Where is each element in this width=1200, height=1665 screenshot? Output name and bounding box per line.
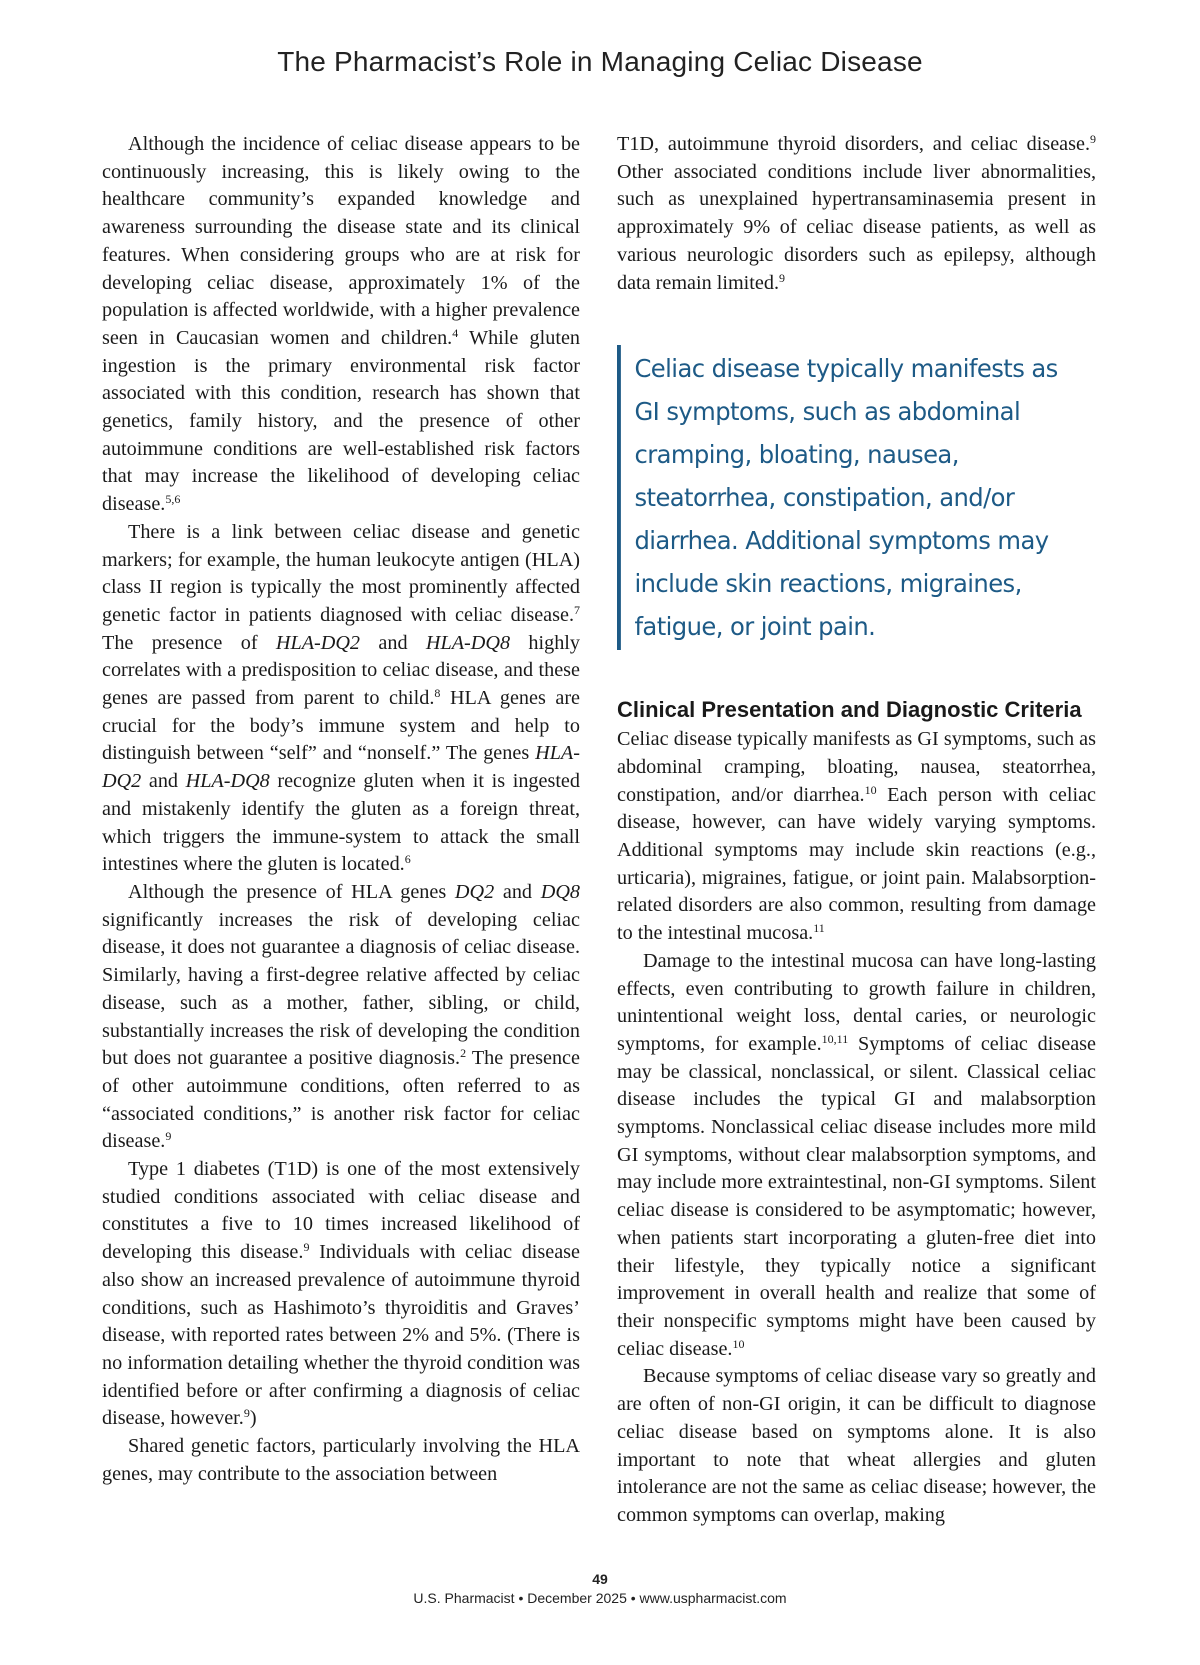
paragraph: T1D, autoimmune thyroid disorders, and celiac disease.$^9$ Other associated conditions include liver abnormalities, such as unexplained hypertransaminasemia present in approximately 9% of celiac disease patients, as well as various neurologic disorders such as epilepsy, although data remain limited.$^9$ [617,132,1096,294]
paragraph: Celiac disease typically manifests as GI symptoms, such as abdominal cramping, bloating, nausea, steatorrhea, constipation, and/or diarrhea.$^{10}$ Each person with celiac disease, however, can have widely varying symptoms. Additional symptoms may include skin reactions (e.g., urticaria), migraines, fatigue, or joint pain. Malabsorption-related disorders are also common, resulting from damage to the intestinal mucosa.$^{11}$ [617,728,1096,945]
gene-name: HLA-DQ8 [185,770,270,793]
citation: 7 [574,602,580,617]
citation: 6 [404,852,411,867]
gene-name: DQ8 [540,880,580,903]
citation: 10,11 [821,1031,849,1046]
right-column [617,131,1096,1530]
paragraph: Shared genetic factors, particularly involving the HLA genes, may contribute to the association between [102,1435,580,1485]
publication-footer: U.S. Pharmacist • December 2025 • www.uspharmacist.com [413,1590,787,1606]
citation: 9 [303,1240,310,1255]
pull-quote: Celiac disease typically manifests as GI symptoms, such as abdominal cramping, bloating, nausea, steatorrhea, constipation, and/or diarrhea. Additional symptoms may include skin reactions, migraines, fatigue, or joint pain. [617,345,1082,650]
gene-name: HLA-DQ2 [275,631,361,654]
citation: 11 [813,921,825,936]
paragraph: There is a link between celiac disease and genetic markers; for example, the human leukocyte antigen (HLA) class II region is typically the most prominently affected genetic factor in patients diagnosed with celiac disease.$^7$ The presence of HLA-DQ2 and HLA-DQ8 highly correlates with a predisposition to celiac disease, and these genes are passed from parent to child.$^8$ HLA genes are crucial for the body’s immune system and help to distinguish between “self” and “nonself.” The genes HLA-DQ2 and HLA-DQ8 recognize gluten when it is ingested and mistakenly identify the gluten as a foreign threat, which triggers the immune-system to attack the small intestines where the gluten is located.$^6$ [102,520,581,876]
citation: 5,6 [165,492,181,507]
paragraph: Type 1 diabetes (T1D) is one of the most extensively studied conditions associated with celiac disease and constitutes a five to 10 times increased likelihood of developing this disease.$^9$ Individuals with celiac disease also show an increased prevalence of autoimmune thyroid conditions, such as Hashimoto’s thyroiditis and Graves’ disease, with reported rates between 2% and 5%. (There is no information detailing whether the thyroid condition was identified before or after confirming a diagnosis of celiac disease, however.$^9$) [102,1158,580,1430]
citation: 9 [779,270,786,285]
paragraph: Damage to the intestinal mucosa can have long-lasting effects, even contributing to growth failure in children, unintentional weight loss, dental caries, or neurologic symptoms, for example.$^{10,11}$ Symptoms of celiac disease may be classical, nonclassical, or silent. Classical celiac disease includes the typical GI and malabsorption symptoms. Nonclassical celiac disease includes more mild GI symptoms, without clear malabsorption symptoms, and may include more extraintestinal, non-GI symptoms. Silent celiac disease is considered to be asymptomatic; however, when patients start incorporating a gluten-free diet into their lifestyle, they typically notice a significant improvement in overall health and realize that some of their nonspecific symptoms might have been caused by celiac disease.$^{10}$ [617,949,1096,1360]
paragraph: Although the incidence of celiac disease appears to be continuously increasing, this is likely owing to the healthcare community’s expanded knowledge and awareness surrounding the disease state and its clinical features. When considering groups who are at risk for developing celiac disease, approximately 1% of the population is affected worldwide, with a higher prevalence seen in Caucasian women and children.$^4$ While gluten ingestion is the primary environmental risk factor associated with this condition, research has shown that genetics, family history, and the presence of other autoimmune conditions are well-established risk factors that may increase the likelihood of developing celiac disease.$^{5,6}$ [102,133,581,516]
citation: 10 [864,782,877,797]
running-title: The Pharmacist’s Role in Managing Celiac Disease [277,46,923,77]
left-column [102,131,580,1488]
citation: 9 [1090,132,1096,146]
section-heading: Clinical Presentation and Diagnostic Criteria [617,697,1082,723]
citation: 8 [434,686,441,701]
citation: 2 [460,1046,467,1061]
paragraph: Because symptoms of celiac disease vary so greatly and are often of non-GI origin, it can be difficult to diagnose celiac disease based on symptoms alone. It is also important to note that wheat allergies and gluten intolerance are not the same as celiac disease; however, the common symptoms can overlap, making [617,1365,1096,1526]
paragraph: Although the presence of HLA genes DQ2 and DQ8 significantly increases the risk of developing celiac disease, it does not guarantee a diagnosis of celiac disease. Similarly, having a first-degree relative affected by celiac disease, such as a mother, father, sibling, or child, substantially increases the risk of developing the condition but does not guarantee a positive diagnosis.$^2$ The presence of other autoimmune conditions, often referred to as “associated conditions,” is another risk factor for celiac disease.$^9$ [102,880,580,1153]
citation: 9 [165,1129,172,1144]
gene-name: HLA-DQ8 [425,631,511,654]
page-number: 49 [592,1571,608,1587]
citation: 9 [243,1406,250,1421]
gene-name: HLA-DQ2 [102,742,580,793]
gene-name: DQ2 [454,880,495,903]
citation: 10 [732,1336,745,1351]
citation: 4 [452,325,459,340]
